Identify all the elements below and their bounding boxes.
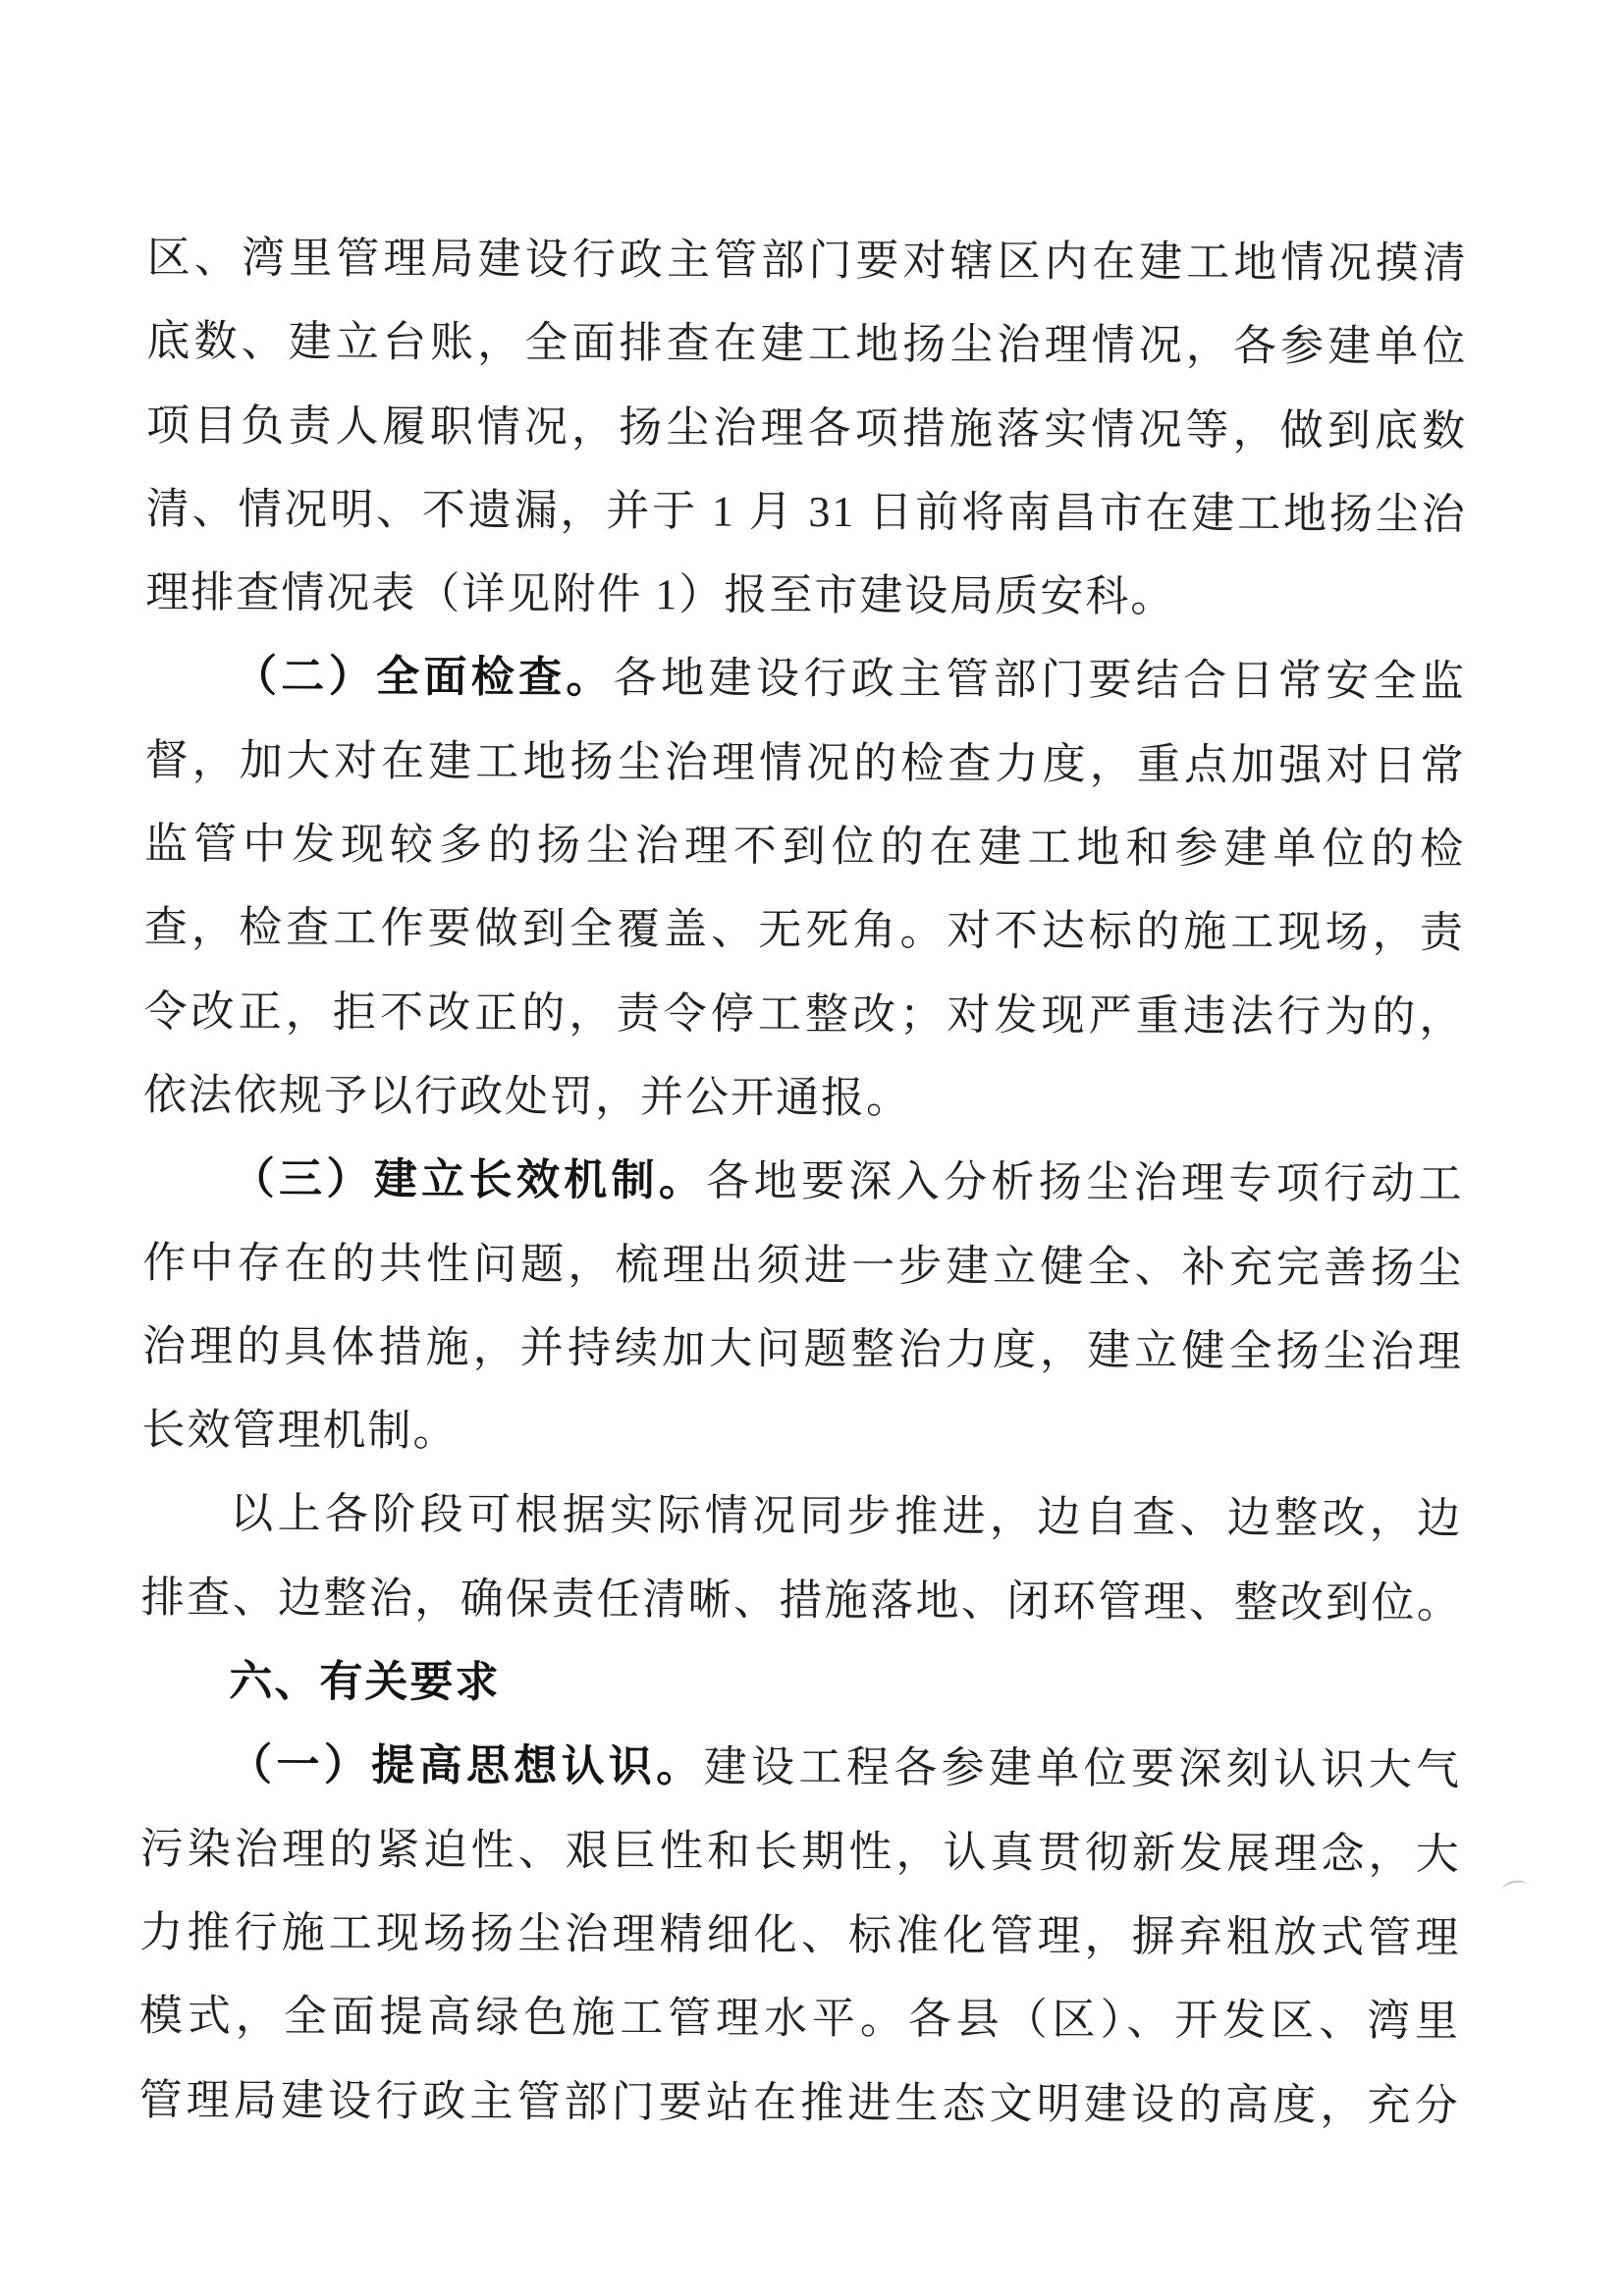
text-line: （二）全面检查。各地建设行政主管部门要结合日常安全监 (233, 652, 1467, 707)
text-line: 查，检查工作要做到全覆盖、无死角。对不达标的施工现场，责 (143, 903, 1465, 958)
text-block (138, 216, 1468, 2148)
text-line: 理排查情况表（详见附件 1）报至市建设局质安科。 (145, 568, 1176, 621)
text-line: 底数、建立台账，全面排查在建工地扬尘治理情况，各参建单位 (146, 317, 1468, 372)
text-line: 督，加大对在建工地扬尘治理情况的检查力度，重点加强对日常 (144, 735, 1466, 790)
text-line: 力推行施工现场扬尘治理精细化、标准化管理，摒弃粗放式管理 (139, 1907, 1461, 1962)
text-line: 模式，全面提高绿色施工管理水平。各县（区）、开发区、湾里 (138, 1992, 1461, 2047)
text-line: 项目负责人履职情况，扬尘治理各项措施落实情况等，做到底数 (145, 400, 1468, 455)
text-line: 区、湾里管理局建设行政主管部门要对辖区内在建工地情况摸清 (146, 233, 1468, 288)
text-line: 清、情况明、不遗漏，并于 1 月 31 日前将南昌市在建工地扬尘治 (145, 484, 1467, 539)
scan-artifact (1501, 1879, 1529, 1896)
text-line: 监管中发现较多的扬尘治理不到位的在建工地和参建单位的检 (144, 820, 1466, 874)
text-line: （三）建立长效机制。各地要深入分析扬尘治理专项行动工 (231, 1154, 1464, 1209)
section-heading: 六、有关要求 (229, 1657, 501, 1707)
text-line: 依法依规予以行政处罚，并公开通报。 (142, 1070, 912, 1123)
text-line: 作中存在的共性问题，梳理出须进一步建立健全、补充完善扬尘 (142, 1238, 1464, 1293)
text-line: 长效管理机制。 (141, 1406, 459, 1456)
text-line: 排查、边整治，确保责任清晰、措施落地、闭环管理、整改到位。 (140, 1573, 1462, 1628)
text-line: 以上各阶段可根据实际情况同步推进，边自查、边整改，边 (230, 1489, 1463, 1544)
section-heading: （一）提高思想认识。 (229, 1740, 704, 1791)
text-line: 治理的具体措施，并持续加大问题整治力度，建立健全扬尘治理 (141, 1321, 1464, 1376)
section-heading: （三）建立长效机制。 (231, 1154, 707, 1205)
text-line: 管理局建设行政主管部门要站在推进生态文明建设的高度，充分 (138, 2075, 1460, 2130)
text-line: （一）提高思想认识。建设工程各参建单位要深刻认识大气 (229, 1740, 1462, 1795)
text-line (140, 1639, 1461, 1729)
text-line: 污染治理的紧迫性、艰巨性和长期性，认真贯彻新发展理念，大 (139, 1824, 1461, 1879)
section-heading: （二）全面检查。 (233, 652, 614, 703)
text-line: 令改正，拒不改正的，责令停工整改；对发现严重违法行为的， (143, 987, 1465, 1041)
